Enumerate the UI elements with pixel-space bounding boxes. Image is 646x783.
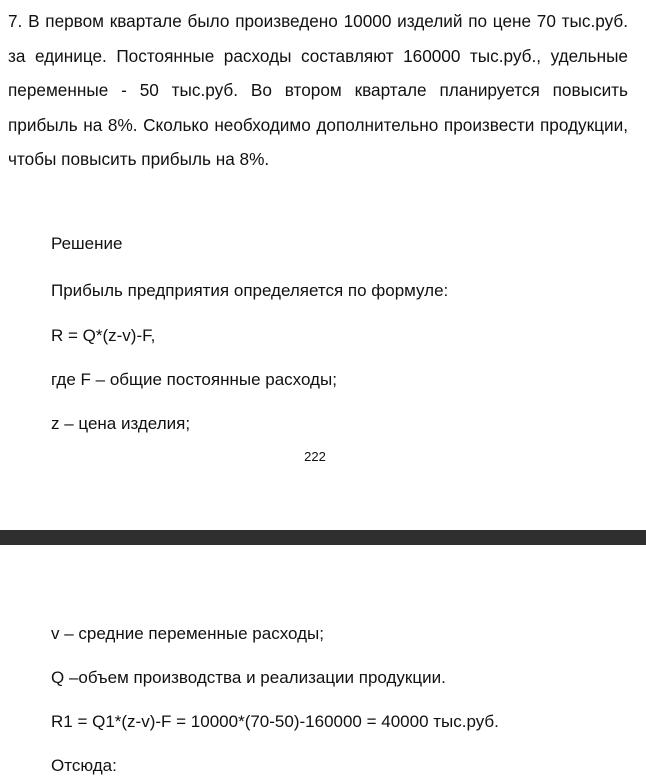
hence-label: Отсюда: <box>51 756 117 775</box>
document-page-bottom <box>0 545 646 783</box>
page-number: 222 <box>304 449 326 464</box>
profit-formula: R = Q*(z-v)-F, <box>51 326 156 345</box>
problem-statement: 7. В первом квартале было произведено 10000 изделий по цене 70 тыс.руб. за единице. Постоянные расходы составляют 160000 тыс.руб., удельные переменные - 50 тыс.руб. Во втором квартале планируется повысить прибыль на 8%. Сколько необходимо дополнительно произвести продукции, чтобы повысить прибыль на 8%. <box>8 11 628 169</box>
profit-formula-intro: Прибыль предприятия определяется по формуле: <box>51 281 449 300</box>
profit-calculation-r1: R1 = Q1*(z-v)-F = 10000*(70-50)-160000 = 40000 тыс.руб. <box>51 712 499 731</box>
page-separator <box>0 530 646 545</box>
definition-quantity: Q –объем производства и реализации продукции. <box>51 668 446 687</box>
definition-price: z – цена изделия; <box>51 414 191 433</box>
definition-fixed-costs: где F – общие постоянные расходы; <box>51 370 337 389</box>
solution-heading: Решение <box>51 234 123 253</box>
definition-variable-costs: v – средние переменные расходы; <box>51 624 324 643</box>
